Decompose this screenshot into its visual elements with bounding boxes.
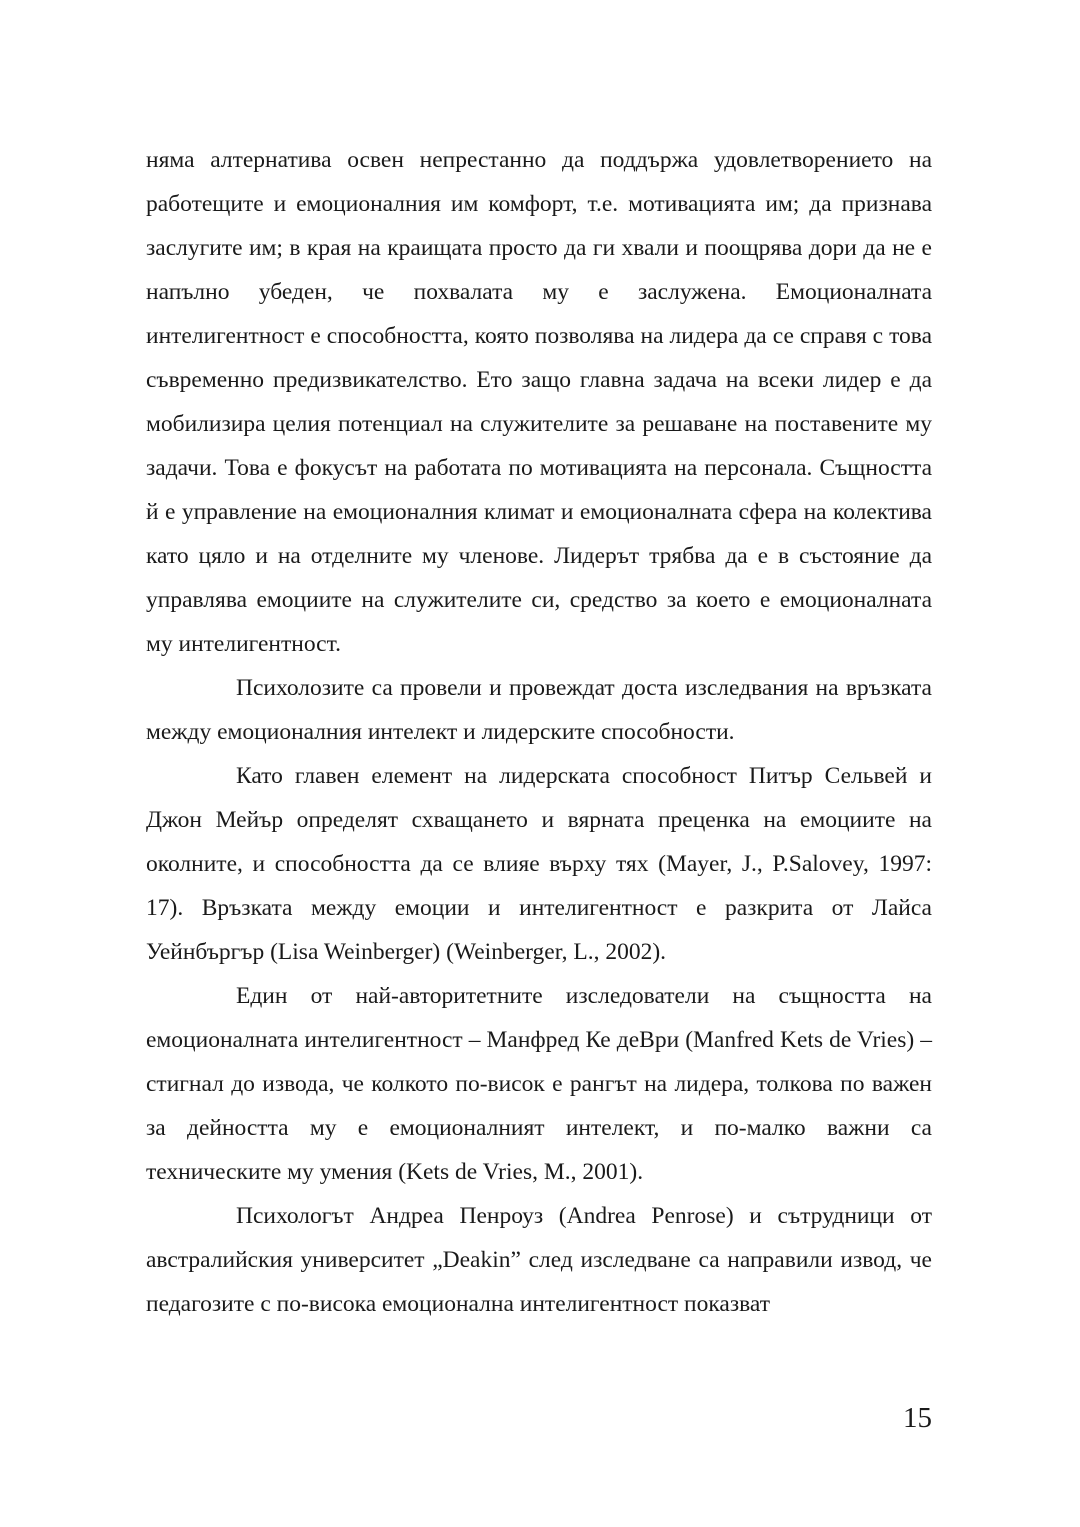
page-body: [146, 138, 932, 1326]
paragraph-kets-de-vries: Един от най-авторитетните изследователи на същността на емоционалната интелигентност – Манфред Ке деВри (Manfred Kets de Vries) – стигнал до извода, че колкото по-висок е рангът на лидера, толкова по важен за дейността му е емоционалният интелект, и по-малко важни са техническите му умения (Kets de Vries, M., 2001).: [146, 983, 932, 1185]
paragraph-penrose: Психологът Андреа Пенроуз (Andrea Penrose) и сътрудници от австралийския университет „Deakin” след изследване са направили извод, че педагозите с по-висока емоционална интелигентност показват: [146, 1203, 932, 1317]
paragraph-psychologists-research: Психолозите са провели и провеждат доста изследвания на връзката между емоционалния интелект и лидерските способности.: [146, 675, 932, 745]
paragraph-continuation: няма алтернатива освен непрестанно да поддържа удовлетворението на работещите и емоционалния им комфорт, т.е. мотивацията им; да признава заслугите им; в края на краищата просто да ги хвали и поощрява дори да не е напълно убеден, че похвалата му е заслужена. Емоционалната интелигентност е способността, която позволява на лидера да се справя с това съвременно предизвикателство. Ето защо главна задача на всеки лидер е да мобилизира целия потенциал на служителите за решаване на поставените му задачи. Това е фокусът на работата по мотивацията на персонала. Същността й е управление на емоционалния климат и емоционалната сфера на колектива като цяло и на отделните му членове. Лидерът трябва да е в състояние да управлява емоциите на служителите си, средство за което е емоционалната му интелигентност.: [146, 147, 932, 657]
page-number: 15: [903, 1402, 932, 1434]
paragraph-salovey-mayer: Като главен елемент на лидерската способност Питър Сельвей и Джон Мейър определят схващането и вярната преценка на емоциите на околните, и способността да се влияе върху тях (Mayer, J., P.Salovey, 1997: 17). Връзката между емоции и интелигентност е разкрита от Лайса Уейнбъргър (Lisa Weinberger) (Weinberger, L., 2002).: [146, 763, 932, 965]
